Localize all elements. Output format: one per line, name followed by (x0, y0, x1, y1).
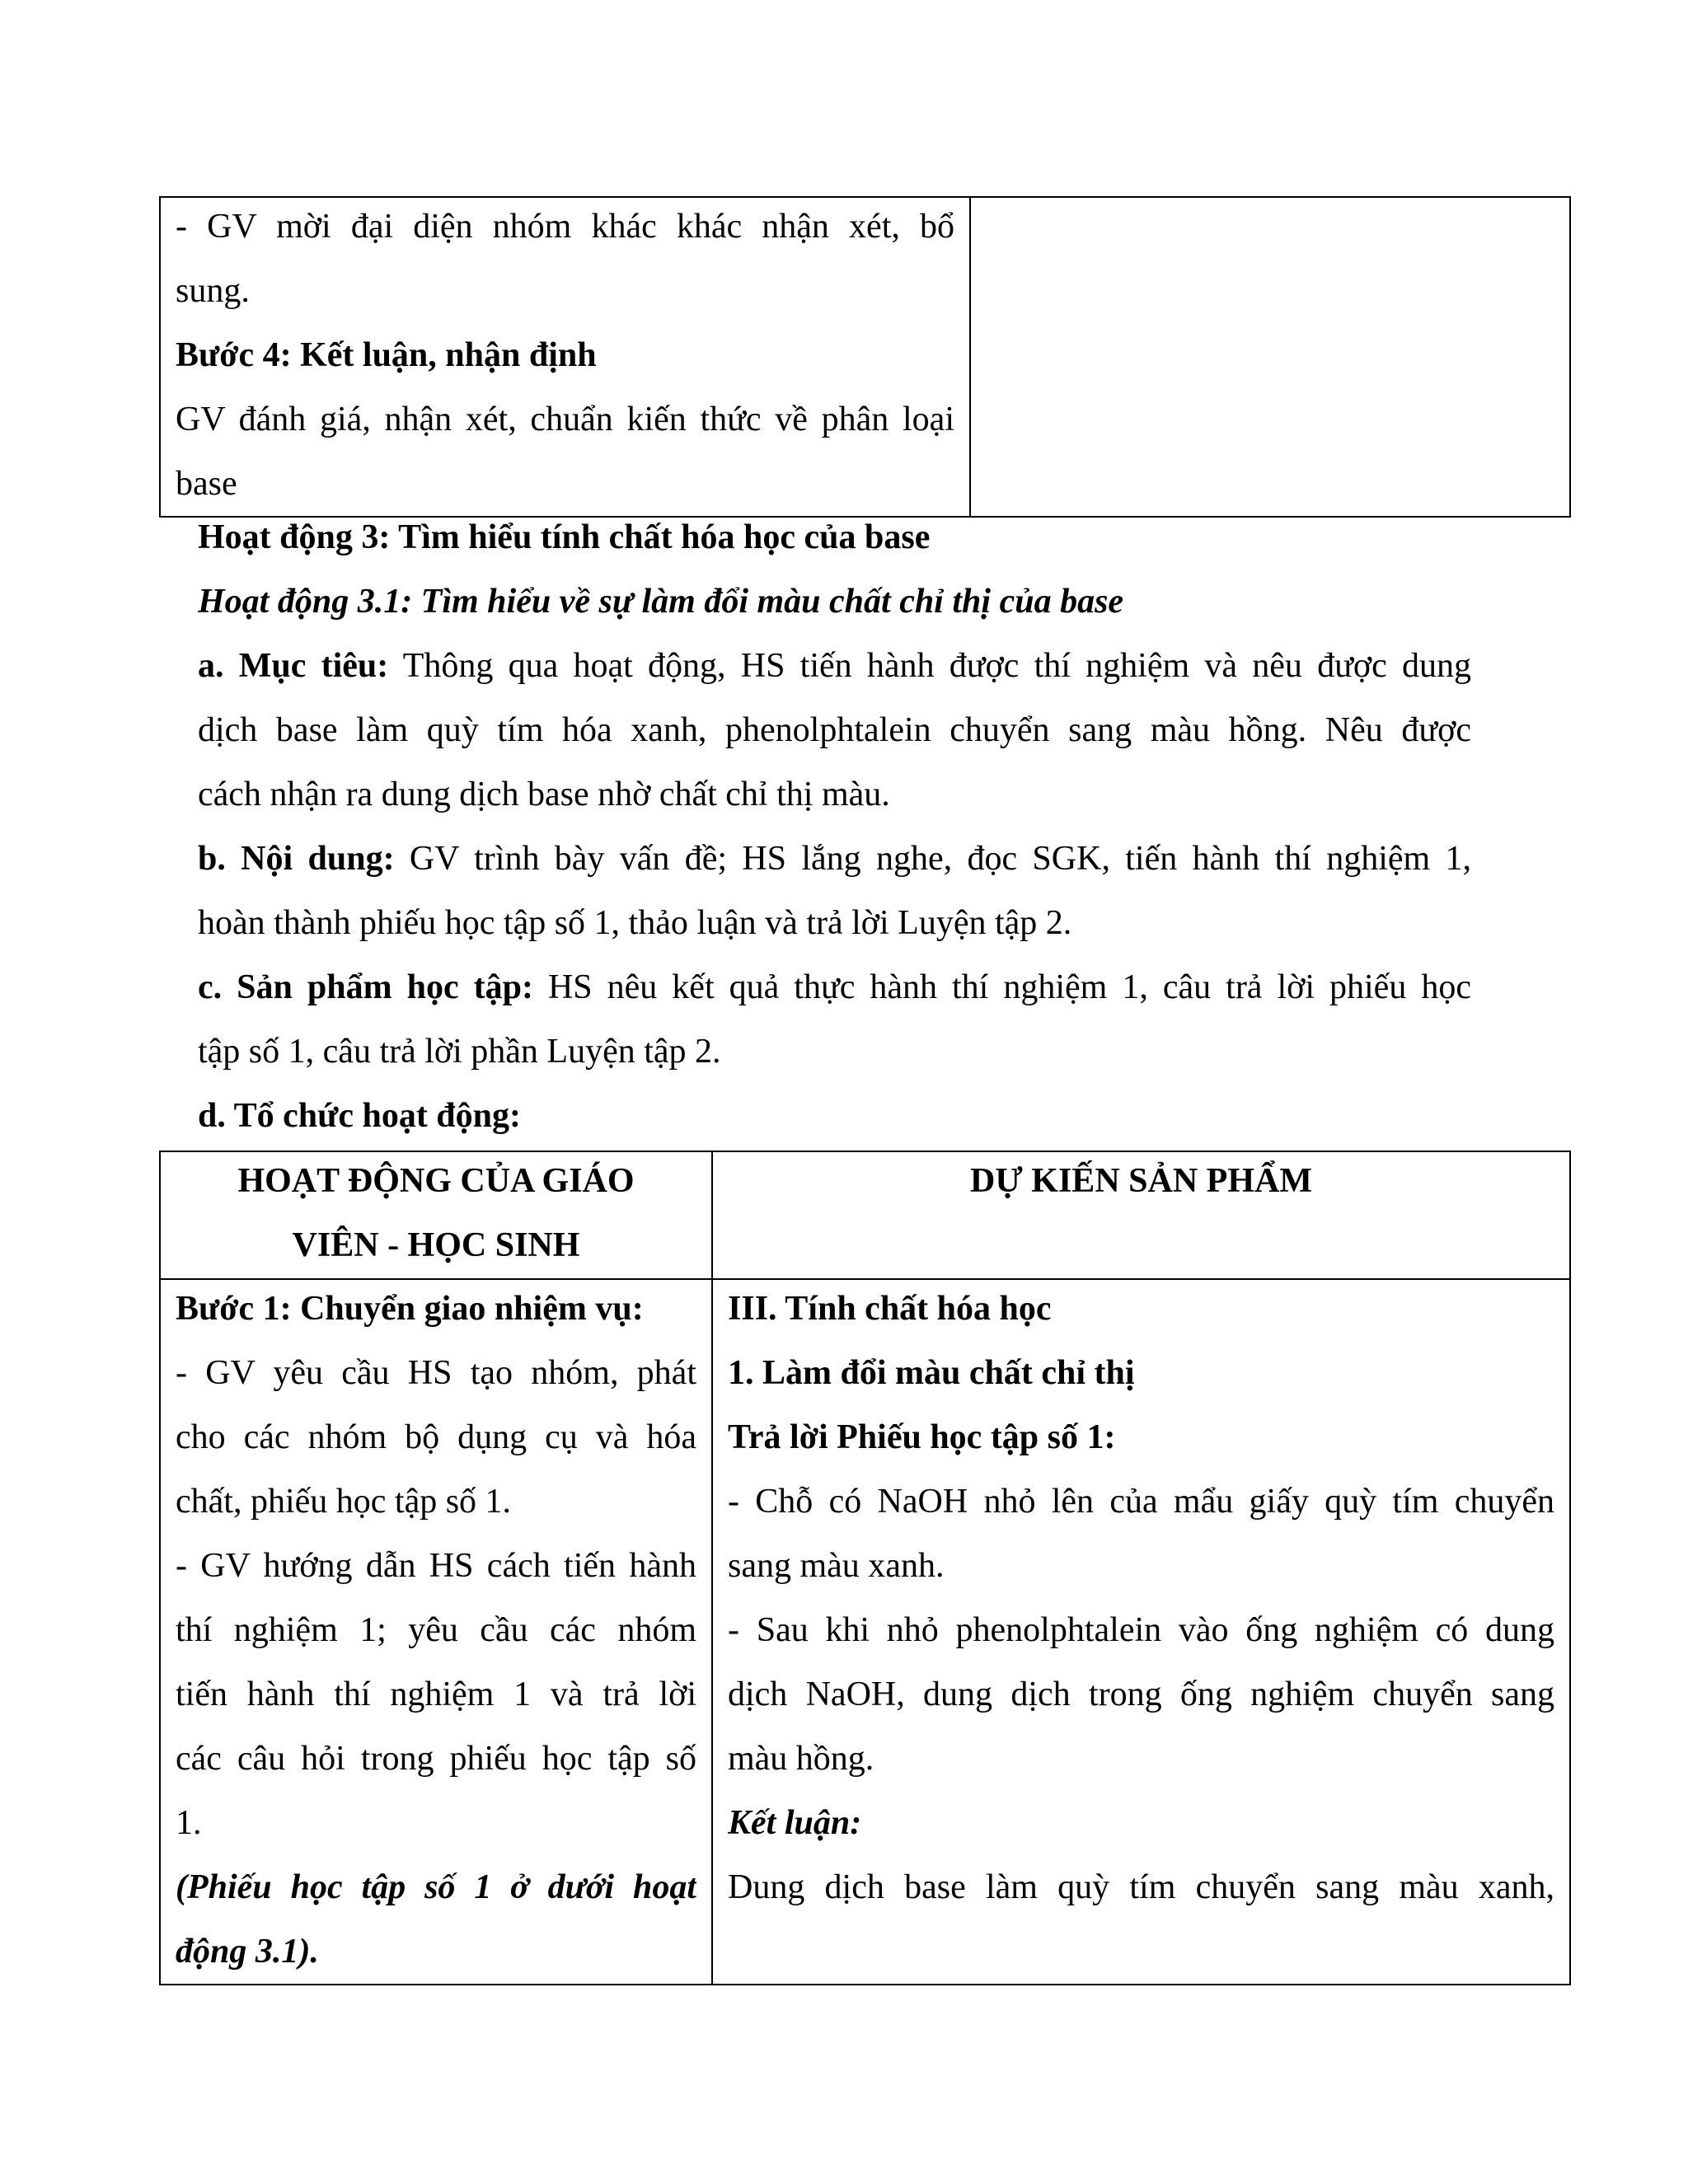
content-text: GV trình bày vấn đề; HS lắng nghe, đọc SGK, tiến hành thí nghiệm 1, (394, 840, 1471, 878)
left-line: chất, phiếu học tập số 1. (176, 1483, 512, 1521)
header-right-line: DỰ KIẾN SẢN PHẨM (970, 1162, 1312, 1200)
step-4-heading: Bước 4: Kết luận, nhận định (176, 336, 597, 374)
table-1-line: sung. (176, 272, 250, 310)
objective-line: dịch base làm quỳ tím hóa xanh, phenolphtalein chuyển sang màu hồng. Nêu được (198, 711, 1471, 749)
expected-product-cell (712, 1279, 1570, 1985)
right-line: - Sau khi nhỏ phenolphtalein vào ống nghiệm có dung (728, 1611, 1554, 1649)
worksheet-note: (Phiếu học tập số 1 ở dưới hoạt (176, 1868, 696, 1906)
content-line (198, 827, 1471, 891)
conclusion-line: Dung dịch base làm quỳ tím chuyển sang màu xanh, (728, 1868, 1554, 1906)
left-line: - GV hướng dẫn HS cách tiến hành (176, 1547, 696, 1585)
objective-label: a. Mục tiêu: (198, 647, 389, 685)
table-1-line: GV đánh giá, nhận xét, chuẩn kiến thức về phân loại (176, 401, 954, 438)
activity-3-1-heading: Hoạt động 3.1: Tìm hiểu về sự làm đổi màu chất chỉ thị của base (198, 583, 1124, 621)
worksheet-note: động 3.1). (176, 1933, 319, 1971)
activity-section (198, 505, 1471, 1148)
table-1-left-cell (160, 197, 970, 517)
table-2-header-right (712, 1151, 1570, 1279)
right-line: - Chỗ có NaOH nhỏ lên của mẩu giấy quỳ tím chuyển (728, 1483, 1554, 1521)
table-1-line: base (176, 465, 237, 503)
product-label: c. Sản phẩm học tập: (198, 968, 533, 1006)
left-line: 1. (176, 1804, 202, 1842)
header-left-line: HOẠT ĐỘNG CỦA GIÁO (237, 1162, 635, 1200)
left-line: thí nghiệm 1; yêu cầu các nhóm (176, 1611, 696, 1649)
teacher-student-cell (160, 1279, 712, 1985)
left-line: tiến hành thí nghiệm 1 và trả lời (176, 1675, 696, 1713)
product-text: HS nêu kết quả thực hành thí nghiệm 1, câu trả lời phiếu học (532, 968, 1471, 1006)
conclusion-label: Kết luận: (728, 1804, 862, 1842)
objective-text: Thông qua hoạt động, HS tiến hành được thí nghiệm và nêu được dung (388, 647, 1471, 685)
product-line (198, 955, 1471, 1019)
activity-3-heading: Hoạt động 3: Tìm hiểu tính chất hóa học của base (198, 518, 931, 556)
indicator-heading: 1. Làm đổi màu chất chỉ thị (728, 1354, 1135, 1392)
table-1-line: - GV mời đại diện nhóm khác khác nhận xét, bổ (176, 208, 954, 246)
content-label: b. Nội dung: (198, 840, 395, 878)
right-line: màu hồng. (728, 1740, 874, 1778)
left-line: - GV yêu cầu HS tạo nhóm, phát (176, 1354, 696, 1392)
table-1-right-cell (970, 197, 1570, 517)
header-left-line: VIÊN - HỌC SINH (292, 1226, 580, 1264)
product-line: tập số 1, câu trả lời phần Luyện tập 2. (198, 1033, 721, 1071)
objective-line: cách nhận ra dung dịch base nhờ chất chỉ thị màu. (198, 776, 890, 813)
right-line: sang màu xanh. (728, 1547, 945, 1585)
table-2-header-left (160, 1151, 712, 1279)
table-1 (159, 196, 1571, 518)
section-iii-heading: III. Tính chất hóa học (728, 1290, 1052, 1328)
worksheet-answer-heading: Trả lời Phiếu học tập số 1: (728, 1418, 1116, 1456)
left-line: các câu hỏi trong phiếu học tập số (176, 1740, 696, 1778)
content-line: hoàn thành phiếu học tập số 1, thảo luận và trả lời Luyện tập 2. (198, 904, 1072, 942)
table-2 (159, 1151, 1571, 1985)
step-1-heading: Bước 1: Chuyển giao nhiệm vụ: (176, 1290, 644, 1328)
right-line: dịch NaOH, dung dịch trong ống nghiệm chuyển sang (728, 1675, 1554, 1713)
objective-line (198, 634, 1471, 698)
organize-heading: d. Tổ chức hoạt động: (198, 1097, 522, 1135)
left-line: cho các nhóm bộ dụng cụ và hóa (176, 1418, 696, 1456)
